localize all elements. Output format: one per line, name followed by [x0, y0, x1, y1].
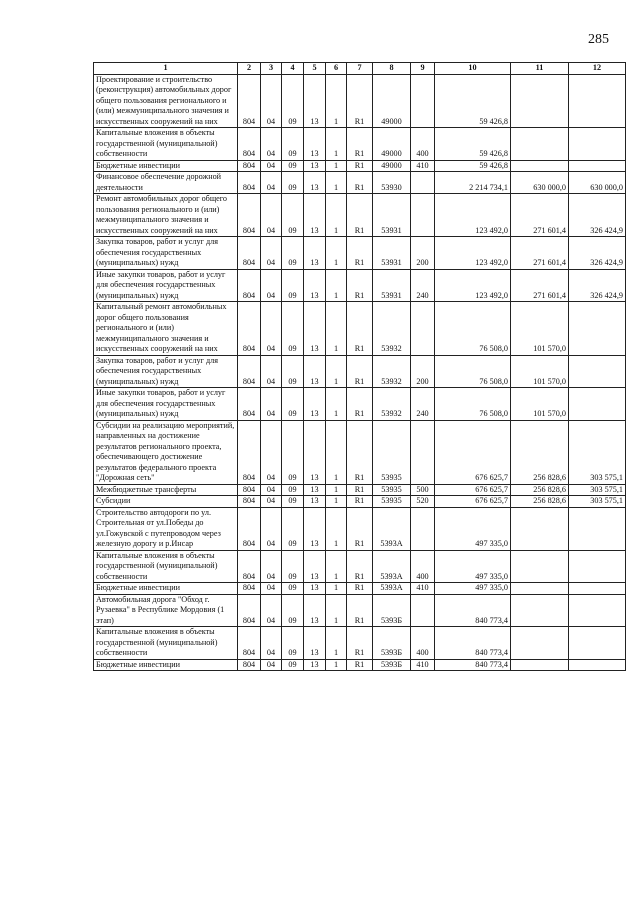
cell-name: Финансовое обеспечение дорожной деятельности [94, 172, 238, 194]
cell-code-direction: 53932 [373, 355, 411, 388]
cell-code-subprogram: 1 [326, 128, 347, 161]
header-cell: 5 [304, 63, 326, 75]
cell-code-expense-type: 520 [411, 496, 435, 508]
cell-name: Иные закупки товаров, работ и услуг для обеспечения государственных (муниципальных) нужд [94, 388, 238, 421]
cell-code-subprogram: 1 [326, 659, 347, 671]
cell-code-program: 13 [304, 74, 326, 128]
cell-code-grbs: 804 [238, 594, 261, 627]
cell-code-project: R1 [347, 659, 373, 671]
cell-code-subprogram: 1 [326, 594, 347, 627]
table-row [94, 659, 626, 671]
cell-amount-year-3 [569, 507, 626, 550]
cell-code-project: R1 [347, 269, 373, 302]
table-row [94, 194, 626, 237]
cell-name: Ремонт автомобильных дорог общего пользования регионального и (или) межмуниципального значения и искусственных сооружений на них [94, 194, 238, 237]
cell-code-project: R1 [347, 420, 373, 484]
cell-code-direction: 53935 [373, 484, 411, 496]
cell-code-direction: 53935 [373, 420, 411, 484]
cell-code-section: 04 [261, 550, 282, 583]
cell-amount-year-3 [569, 594, 626, 627]
cell-code-expense-type: 240 [411, 269, 435, 302]
cell-amount-year-1: 76 508,0 [435, 355, 511, 388]
cell-code-section: 04 [261, 420, 282, 484]
table-row [94, 594, 626, 627]
cell-code-subprogram: 1 [326, 507, 347, 550]
cell-code-grbs: 804 [238, 172, 261, 194]
cell-code-project: R1 [347, 583, 373, 595]
table-row [94, 302, 626, 356]
table-body [94, 74, 626, 671]
cell-amount-year-1: 497 335,0 [435, 583, 511, 595]
cell-amount-year-3 [569, 302, 626, 356]
cell-code-subsection: 09 [282, 583, 304, 595]
header-cell: 7 [347, 63, 373, 75]
header-cell: 1 [94, 63, 238, 75]
cell-amount-year-2: 271 601,4 [511, 194, 569, 237]
cell-code-project: R1 [347, 355, 373, 388]
cell-code-section: 04 [261, 128, 282, 161]
cell-code-grbs: 804 [238, 74, 261, 128]
cell-code-program: 13 [304, 496, 326, 508]
table-row [94, 128, 626, 161]
header-cell: 10 [435, 63, 511, 75]
cell-code-grbs: 804 [238, 484, 261, 496]
cell-amount-year-1: 59 426,8 [435, 128, 511, 161]
cell-amount-year-3 [569, 550, 626, 583]
cell-code-section: 04 [261, 496, 282, 508]
cell-amount-year-2: 101 570,0 [511, 355, 569, 388]
cell-code-subsection: 09 [282, 420, 304, 484]
cell-code-expense-type: 400 [411, 627, 435, 660]
cell-amount-year-2: 101 570,0 [511, 302, 569, 356]
cell-amount-year-3: 630 000,0 [569, 172, 626, 194]
cell-amount-year-2 [511, 128, 569, 161]
cell-name: Проектирование и строительство (реконструкция) автомобильных дорог общего пользования регионального и (или) межмуниципального значения и искусственных сооружений на них [94, 74, 238, 128]
cell-code-subsection: 09 [282, 484, 304, 496]
cell-code-subsection: 09 [282, 302, 304, 356]
cell-amount-year-2 [511, 160, 569, 172]
cell-code-section: 04 [261, 269, 282, 302]
cell-code-direction: 5393Б [373, 594, 411, 627]
cell-name: Автомобильная дорога "Обход г. Рузаевка" в Республике Мордовия (1 этап) [94, 594, 238, 627]
cell-code-expense-type: 240 [411, 388, 435, 421]
cell-code-grbs: 804 [238, 550, 261, 583]
cell-code-program: 13 [304, 627, 326, 660]
cell-code-section: 04 [261, 160, 282, 172]
cell-code-grbs: 804 [238, 507, 261, 550]
cell-name: Субсидии на реализацию мероприятий, направленных на достижение результатов регионального проекта, обеспечивающего достижение результатов федерального проекта "Дорожная сеть" [94, 420, 238, 484]
cell-code-subprogram: 1 [326, 627, 347, 660]
cell-code-subsection: 09 [282, 627, 304, 660]
table-row [94, 237, 626, 270]
cell-code-direction: 53932 [373, 388, 411, 421]
table-row [94, 496, 626, 508]
cell-name: Капитальные вложения в объекты государственной (муниципальной) собственности [94, 627, 238, 660]
cell-code-project: R1 [347, 160, 373, 172]
cell-code-subsection: 09 [282, 237, 304, 270]
cell-code-project: R1 [347, 172, 373, 194]
cell-code-section: 04 [261, 74, 282, 128]
cell-code-subsection: 09 [282, 507, 304, 550]
cell-code-program: 13 [304, 194, 326, 237]
cell-code-program: 13 [304, 594, 326, 627]
cell-code-project: R1 [347, 507, 373, 550]
cell-name: Капитальный ремонт автомобильных дорог общего пользования регионального и (или) межмуниципального значения и искусственных сооружений на них [94, 302, 238, 356]
cell-code-direction: 5393Б [373, 627, 411, 660]
header-row [94, 63, 626, 75]
cell-code-subsection: 09 [282, 172, 304, 194]
header-cell: 4 [282, 63, 304, 75]
table-row [94, 160, 626, 172]
cell-code-expense-type: 410 [411, 160, 435, 172]
cell-code-section: 04 [261, 484, 282, 496]
cell-code-project: R1 [347, 237, 373, 270]
cell-amount-year-3: 303 575,1 [569, 420, 626, 484]
cell-code-grbs: 804 [238, 160, 261, 172]
cell-code-subprogram: 1 [326, 484, 347, 496]
cell-code-subsection: 09 [282, 160, 304, 172]
cell-code-program: 13 [304, 659, 326, 671]
cell-amount-year-1: 2 214 734,1 [435, 172, 511, 194]
cell-code-expense-type [411, 302, 435, 356]
cell-amount-year-3 [569, 160, 626, 172]
table-row [94, 172, 626, 194]
cell-code-subsection: 09 [282, 550, 304, 583]
cell-code-section: 04 [261, 237, 282, 270]
cell-code-subsection: 09 [282, 659, 304, 671]
budget-table [93, 62, 626, 671]
cell-amount-year-1: 123 492,0 [435, 194, 511, 237]
cell-code-expense-type: 400 [411, 550, 435, 583]
cell-code-grbs: 804 [238, 194, 261, 237]
table-row [94, 74, 626, 128]
cell-amount-year-2: 256 828,6 [511, 420, 569, 484]
cell-code-subsection: 09 [282, 128, 304, 161]
cell-amount-year-3 [569, 583, 626, 595]
cell-code-expense-type: 400 [411, 128, 435, 161]
cell-code-expense-type: 410 [411, 583, 435, 595]
cell-code-subprogram: 1 [326, 160, 347, 172]
cell-code-program: 13 [304, 160, 326, 172]
cell-code-direction: 53931 [373, 194, 411, 237]
cell-amount-year-3: 303 575,1 [569, 496, 626, 508]
cell-code-subprogram: 1 [326, 583, 347, 595]
cell-code-section: 04 [261, 507, 282, 550]
header-cell: 9 [411, 63, 435, 75]
cell-code-subsection: 09 [282, 355, 304, 388]
cell-code-subprogram: 1 [326, 550, 347, 583]
cell-name: Иные закупки товаров, работ и услуг для обеспечения государственных (муниципальных) нужд [94, 269, 238, 302]
table-row [94, 388, 626, 421]
cell-amount-year-2: 630 000,0 [511, 172, 569, 194]
cell-code-project: R1 [347, 302, 373, 356]
cell-amount-year-1: 840 773,4 [435, 659, 511, 671]
header-cell: 11 [511, 63, 569, 75]
cell-amount-year-2: 256 828,6 [511, 496, 569, 508]
cell-amount-year-2: 271 601,4 [511, 237, 569, 270]
cell-code-grbs: 804 [238, 583, 261, 595]
cell-code-expense-type [411, 172, 435, 194]
cell-amount-year-2 [511, 659, 569, 671]
table-row [94, 269, 626, 302]
cell-code-expense-type [411, 594, 435, 627]
cell-amount-year-3: 303 575,1 [569, 484, 626, 496]
cell-amount-year-1: 840 773,4 [435, 594, 511, 627]
cell-code-section: 04 [261, 388, 282, 421]
cell-code-expense-type: 410 [411, 659, 435, 671]
cell-name: Субсидии [94, 496, 238, 508]
header-cell: 6 [326, 63, 347, 75]
cell-code-subprogram: 1 [326, 172, 347, 194]
cell-amount-year-2 [511, 550, 569, 583]
cell-code-project: R1 [347, 194, 373, 237]
cell-amount-year-1: 59 426,8 [435, 74, 511, 128]
cell-code-direction: 53931 [373, 269, 411, 302]
cell-code-grbs: 804 [238, 659, 261, 671]
cell-code-subprogram: 1 [326, 388, 347, 421]
cell-code-project: R1 [347, 388, 373, 421]
cell-code-subsection: 09 [282, 194, 304, 237]
cell-code-project: R1 [347, 484, 373, 496]
page-number: 285 [588, 32, 609, 47]
cell-code-subprogram: 1 [326, 74, 347, 128]
cell-code-direction: 53930 [373, 172, 411, 194]
cell-code-project: R1 [347, 496, 373, 508]
cell-code-grbs: 804 [238, 269, 261, 302]
table-row [94, 583, 626, 595]
cell-name: Капитальные вложения в объекты государственной (муниципальной) собственности [94, 128, 238, 161]
cell-code-expense-type [411, 507, 435, 550]
cell-code-program: 13 [304, 302, 326, 356]
cell-code-program: 13 [304, 388, 326, 421]
cell-code-section: 04 [261, 659, 282, 671]
cell-code-grbs: 804 [238, 237, 261, 270]
cell-amount-year-2 [511, 627, 569, 660]
cell-code-section: 04 [261, 594, 282, 627]
cell-code-direction: 53931 [373, 237, 411, 270]
cell-amount-year-1: 76 508,0 [435, 388, 511, 421]
cell-code-subsection: 09 [282, 269, 304, 302]
cell-code-grbs: 804 [238, 388, 261, 421]
cell-code-program: 13 [304, 269, 326, 302]
cell-code-program: 13 [304, 550, 326, 583]
cell-code-program: 13 [304, 583, 326, 595]
cell-code-subsection: 09 [282, 388, 304, 421]
cell-amount-year-3 [569, 74, 626, 128]
cell-amount-year-1: 123 492,0 [435, 269, 511, 302]
cell-amount-year-3 [569, 659, 626, 671]
cell-code-subprogram: 1 [326, 269, 347, 302]
table-row [94, 507, 626, 550]
cell-name: Закупка товаров, работ и услуг для обеспечения государственных (муниципальных) нужд [94, 237, 238, 270]
cell-code-subprogram: 1 [326, 237, 347, 270]
cell-code-grbs: 804 [238, 302, 261, 356]
cell-code-direction: 5393А [373, 583, 411, 595]
cell-code-section: 04 [261, 172, 282, 194]
cell-amount-year-1: 123 492,0 [435, 237, 511, 270]
cell-code-project: R1 [347, 627, 373, 660]
cell-name: Бюджетные инвестиции [94, 583, 238, 595]
cell-amount-year-1: 497 335,0 [435, 550, 511, 583]
cell-amount-year-1: 676 625,7 [435, 420, 511, 484]
cell-amount-year-1: 497 335,0 [435, 507, 511, 550]
cell-amount-year-3 [569, 388, 626, 421]
cell-code-program: 13 [304, 420, 326, 484]
table-row [94, 420, 626, 484]
cell-amount-year-3: 326 424,9 [569, 269, 626, 302]
cell-code-direction: 49000 [373, 128, 411, 161]
cell-code-section: 04 [261, 302, 282, 356]
cell-code-grbs: 804 [238, 420, 261, 484]
cell-code-direction: 53932 [373, 302, 411, 356]
cell-code-expense-type: 200 [411, 237, 435, 270]
cell-amount-year-3 [569, 355, 626, 388]
cell-name: Межбюджетные трансферты [94, 484, 238, 496]
cell-code-project: R1 [347, 74, 373, 128]
cell-code-project: R1 [347, 594, 373, 627]
cell-name: Бюджетные инвестиции [94, 160, 238, 172]
cell-amount-year-2: 271 601,4 [511, 269, 569, 302]
cell-code-subprogram: 1 [326, 496, 347, 508]
table-row [94, 627, 626, 660]
table-row [94, 550, 626, 583]
cell-code-subprogram: 1 [326, 194, 347, 237]
cell-code-section: 04 [261, 355, 282, 388]
cell-code-direction: 49000 [373, 160, 411, 172]
cell-code-grbs: 804 [238, 627, 261, 660]
cell-code-program: 13 [304, 237, 326, 270]
cell-code-subprogram: 1 [326, 420, 347, 484]
cell-amount-year-2: 101 570,0 [511, 388, 569, 421]
cell-amount-year-2 [511, 74, 569, 128]
cell-code-subprogram: 1 [326, 355, 347, 388]
cell-name: Строительство автодороги по ул. Строительная от ул.Победы до ул.Гожувской с путепроводом через железную дорогу и р.Инсар [94, 507, 238, 550]
cell-code-section: 04 [261, 627, 282, 660]
cell-amount-year-3 [569, 627, 626, 660]
cell-name: Закупка товаров, работ и услуг для обеспечения государственных (муниципальных) нужд [94, 355, 238, 388]
cell-code-grbs: 804 [238, 128, 261, 161]
cell-code-program: 13 [304, 128, 326, 161]
cell-code-subsection: 09 [282, 496, 304, 508]
cell-code-subsection: 09 [282, 74, 304, 128]
cell-amount-year-2: 256 828,6 [511, 484, 569, 496]
cell-code-direction: 49000 [373, 74, 411, 128]
cell-amount-year-2 [511, 594, 569, 627]
cell-code-expense-type [411, 420, 435, 484]
cell-amount-year-1: 676 625,7 [435, 484, 511, 496]
cell-code-expense-type: 500 [411, 484, 435, 496]
cell-amount-year-2 [511, 507, 569, 550]
cell-code-grbs: 804 [238, 496, 261, 508]
cell-code-expense-type [411, 74, 435, 128]
cell-code-direction: 5393А [373, 550, 411, 583]
cell-amount-year-2 [511, 583, 569, 595]
header-cell: 8 [373, 63, 411, 75]
cell-code-program: 13 [304, 484, 326, 496]
cell-code-subprogram: 1 [326, 302, 347, 356]
cell-name: Капитальные вложения в объекты государственной (муниципальной) собственности [94, 550, 238, 583]
cell-code-expense-type [411, 194, 435, 237]
cell-code-subsection: 09 [282, 594, 304, 627]
cell-name: Бюджетные инвестиции [94, 659, 238, 671]
cell-code-section: 04 [261, 194, 282, 237]
cell-code-project: R1 [347, 550, 373, 583]
cell-amount-year-3 [569, 128, 626, 161]
header-cell: 12 [569, 63, 626, 75]
cell-code-grbs: 804 [238, 355, 261, 388]
cell-code-expense-type: 200 [411, 355, 435, 388]
cell-code-program: 13 [304, 355, 326, 388]
cell-code-direction: 53935 [373, 496, 411, 508]
cell-amount-year-1: 676 625,7 [435, 496, 511, 508]
cell-code-direction: 5393А [373, 507, 411, 550]
cell-amount-year-1: 76 508,0 [435, 302, 511, 356]
cell-amount-year-1: 840 773,4 [435, 627, 511, 660]
cell-amount-year-3: 326 424,9 [569, 194, 626, 237]
cell-code-project: R1 [347, 128, 373, 161]
table-row [94, 355, 626, 388]
cell-amount-year-1: 59 426,8 [435, 160, 511, 172]
cell-amount-year-3: 326 424,9 [569, 237, 626, 270]
header-cell: 2 [238, 63, 261, 75]
cell-code-section: 04 [261, 583, 282, 595]
header-cell: 3 [261, 63, 282, 75]
cell-code-direction: 5393Б [373, 659, 411, 671]
cell-code-program: 13 [304, 507, 326, 550]
cell-code-program: 13 [304, 172, 326, 194]
table-row [94, 484, 626, 496]
